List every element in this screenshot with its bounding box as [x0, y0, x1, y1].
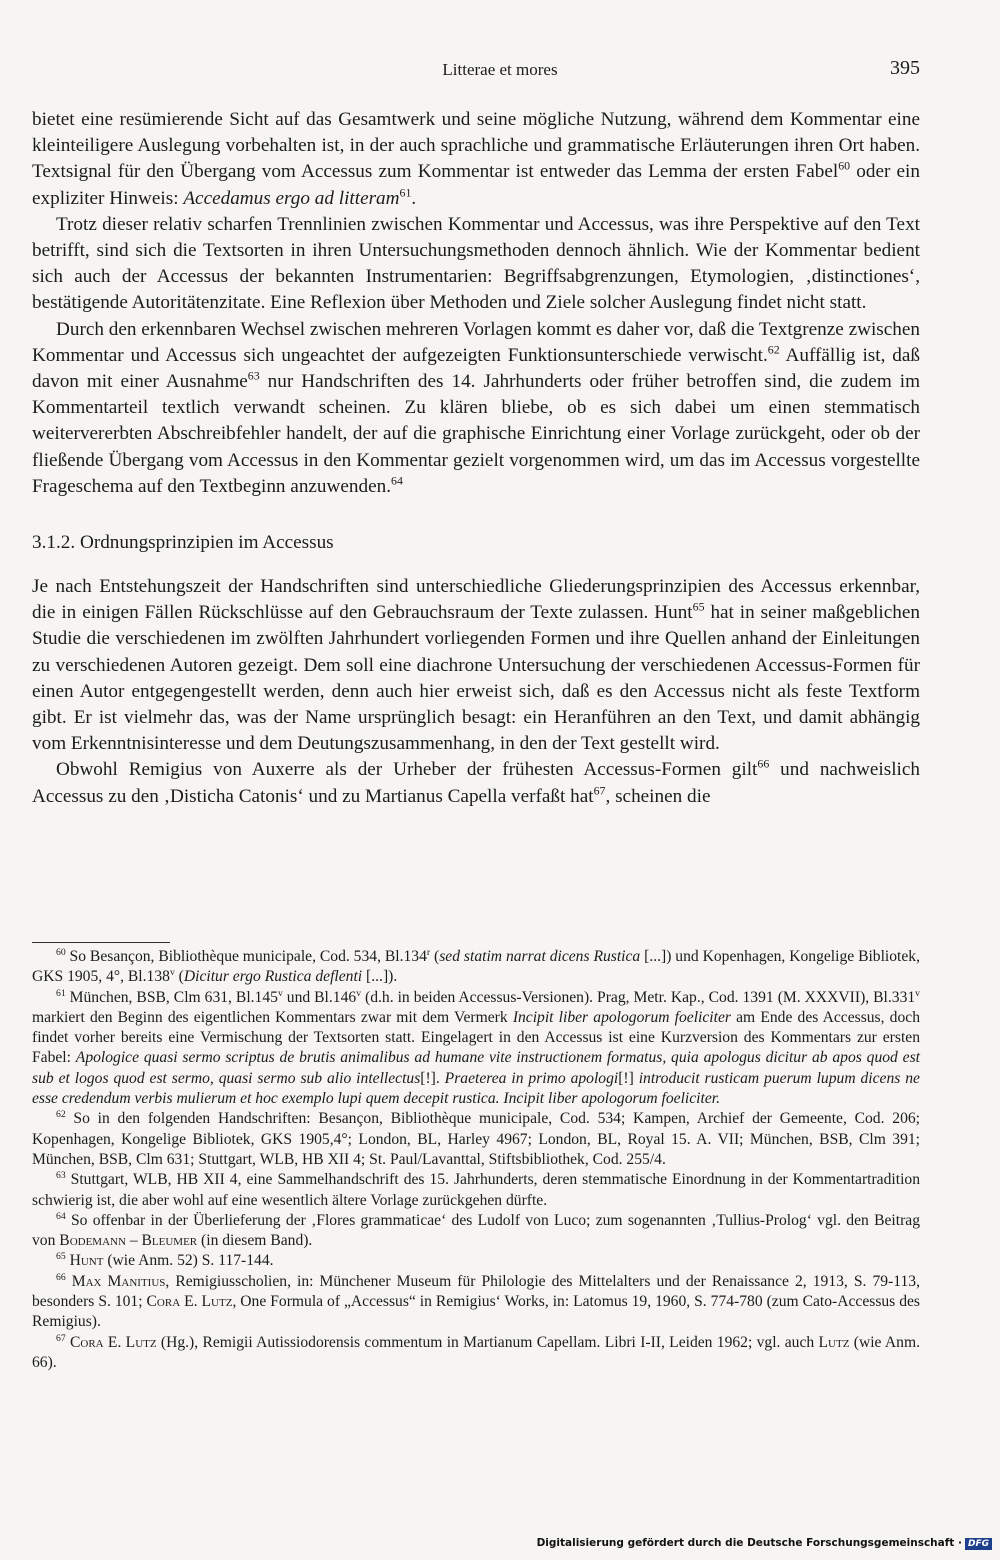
footnote-63: $^{63}$ Stuttgart, WLB, HB XII 4, eine Sammelhandschrift des 15. Jahrhunderts, deren stemmatische Einordnung in der Kommentartradition schwierig ist, die aber wohl auf eine wesentlich ältere Vorlage zurückgehen dürfte.: [32, 1170, 920, 1209]
footnote-66: $^{66}$ Max Manitius, Remigiusscholien, in: Münchener Museum für Philologie des Mittelalters und der Renaissance 2, 1913, S. 79-113, besonders S. 101; Cora E. Lutz, One Formula of „Accessus“ in Remigius‘ Works, in: Latomus 19, 1960, S. 774-780 (zum Cato-Accessus des Remigius).: [32, 1271, 920, 1331]
section-heading: 3.1.2. Ordnungsprinzipien im Accessus: [32, 532, 334, 554]
footnote-ref-65[interactable]: 65: [692, 599, 705, 614]
digitization-credit: Digitalisierung gefördert durch die Deutsche Forschungsgemeinschaft · DFG: [537, 1537, 992, 1550]
footnote-61: $^{61}$ München, BSB, Clm 631, Bl.145$^v$ und Bl.146$^v$ (d.h. in beiden Accessus-Versionen). Prag, Metr. Kap., Cod. 1391 (M. XXXVII), Bl.331$^v$ markiert den Beginn des eigentlichen Kommentars zwar mit dem Vermerk Incipit liber apologorum foeliciter am Ende des Accessus, doch findet vorher bereits eine Vermischung der Textsorten statt. Eingelagert in den Accessus ist eine Kurzversion des Kommentars zur ersten Fabel: Apologice quasi sermo scriptus de brutis animalibus ad humane vite instructionem formatus, quia apologus dicitur ab apos quod est sub et logos quod est sermo, quasi sermo sub alio intellectus[!]. Praeterea in primo apologi[!] introducit rusticam puerum lupum dicens ne esse credendum verbis mulierum et hoc exemplo lupi quem decepit rustica. Incipit liber apologorum foeliciter.: [32, 987, 920, 1108]
footnote-ref-61[interactable]: 61: [399, 185, 412, 200]
footnote-64: $^{64}$ So offenbar in der Überlieferung der ‚Flores grammaticae‘ des Ludolf von Luco; zum sogenannten ‚Tullius-Prolog‘ vgl. den Beitrag von Bodemann – Bleumer (in diesem Band).: [32, 1210, 920, 1250]
footnote-ref-66[interactable]: 66: [757, 757, 770, 772]
footnote-ref-60[interactable]: 60: [838, 159, 851, 174]
page-number: 395: [890, 57, 920, 79]
footnote-60: $^{60}$ So Besançon, Bibliothèque municipale, Cod. 534, Bl.134$^r$ (sed statim narrat dicens Rustica [...]) und Kopenhagen, Kongelige Bibliotek, GKS 1905, 4°, Bl.138$^v$ (Dicitur ergo Rustica deflenti [...]).: [32, 946, 921, 986]
footnote-ref-67[interactable]: 67: [593, 783, 606, 798]
paragraph-1: bietet eine resümierende Sicht auf das Gesamtwerk und seine mögliche Nutzung, während dem Kommentar eine kleinteiligere Auslegung vorbehalten ist, in der auch sprachliche und grammatische Erläuterungen ihren Ort haben. Textsignal für den Übergang vom Accessus zum Kommentar ist entweder das Lemma der ersten Fabel$^{60}$ oder ein expliziter Hinweis: Accedamus ergo ad litteram$^{61}$.: [32, 109, 920, 209]
footnote-65: $^{65}$ Hunt (wie Anm. 52) S. 117-144.: [56, 1251, 274, 1270]
footnote-ref-63[interactable]: 63: [247, 368, 260, 383]
paragraph-4: Je nach Entstehungszeit der Handschriften sind unterschiedliche Gliederungsprinzipien des Accessus erkennbar, die in einigen Fällen Rückschlüsse auf den Gebrauchsraum der Texte zulassen. Hunt$^{65}$ hat in seiner maßgeblichen Studie die verschiedenen im zwölften Jahrhundert vorliegenden Formen und ihre Quellen anhand der Einleitungen zu verschiedenen Autoren gezeigt. Dem soll eine diachrone Untersuchung der verschiedenen Accessus-Formen für einen Autor entgegengestellt werden, denn auch hier erweist sich, daß es den Accessus nicht als feste Textform gibt. Er ist vielmehr das, was der Name ursprünglich besagt: ein Heranführen an den Text, und damit abhängig vom Erkenntnisinteresse und dem Deutungszusammenhang, in den der Text gestellt wird.: [32, 576, 920, 755]
footnote-67: $^{67}$ Cora E. Lutz (Hg.), Remigii Autissiodorensis commentum in Martianum Capellam. Libri I-II, Leiden 1962; vgl. auch Lutz (wie Anm. 66).: [32, 1332, 920, 1371]
dfg-logo: DFG: [965, 1538, 992, 1550]
footnotes: [32, 947, 920, 1373]
footnote-ref-64[interactable]: 64: [391, 473, 403, 488]
footnote-62: $^{62}$ So in den folgenden Handschriften: Besançon, Bibliothèque municipale, Cod. 534; Kampen, Archief der Gemeente, Cod. 206; Kopenhagen, Kongelige Bibliotek, GKS 1905,4°; London, BL, Harley 4967; London, BL, Royal 15. A. VII; München, BSB, Clm 391; München, BSB, Clm 631; Stuttgart, WLB, HB XII 4; St. Paul/Lavanttal, Stiftsbibliothek, Cod. 255/4.: [32, 1109, 920, 1168]
paragraph-5: Obwohl Remigius von Auxerre als der Urheber der frühesten Accessus-Formen gilt$^{66}$ und nachweislich Accessus zu den ‚Disticha Catonis‘ und zu Martianus Capella verfaßt hat$^{67}$, scheinen die: [32, 757, 920, 807]
running-head: Litterae et mores: [442, 60, 558, 79]
footnote-ref-62[interactable]: 62: [767, 342, 780, 357]
footnote-separator: [32, 942, 170, 943]
main-text: [32, 107, 920, 810]
paragraph-3: Durch den erkennbaren Wechsel zwischen mehreren Vorlagen kommt es daher vor, daß die Textgrenze zwischen Kommentar und Accessus sich ungeachtet der aufgezeigten Funktionsunterschiede verwischt.$^{62}$ Auffällig ist, daß davon mit einer Ausnahme$^{63}$ nur Handschriften des 14. Jahrhunderts oder früher betroffen sind, die zudem im Kommentarteil textlich verwandt scheinen. Zu klären bliebe, ob es sich dabei um einen stemmatisch weitervererbten Abschreibfehler handelt, der auf die graphische Einrichtung einer Vorlage zurückgeht, oder ob der fließende Übergang vom Accessus in den Kommentar gezielt vorgenommen wird, um das im Accessus vorgestellte Frageschema auf den Textbeginn anzuwenden.$^{64}$: [32, 318, 920, 497]
paragraph-2: Trotz dieser relativ scharfen Trennlinien zwischen Kommentar und Accessus, was ihre Perspektive auf den Text betrifft, sind sich die Textsorten in ihren Untersuchungsmethoden dennoch ähnlich. Wie der Kommentar bedient sich auch der Accessus der bekannten Instrumentarien: Begriffsabgrenzungen, Etymologien, ‚distinctiones‘, bestätigende Autoritätenzitate. Eine Reflexion über Methoden und Ziele solcher Auslegung findet nicht statt.: [32, 213, 920, 314]
